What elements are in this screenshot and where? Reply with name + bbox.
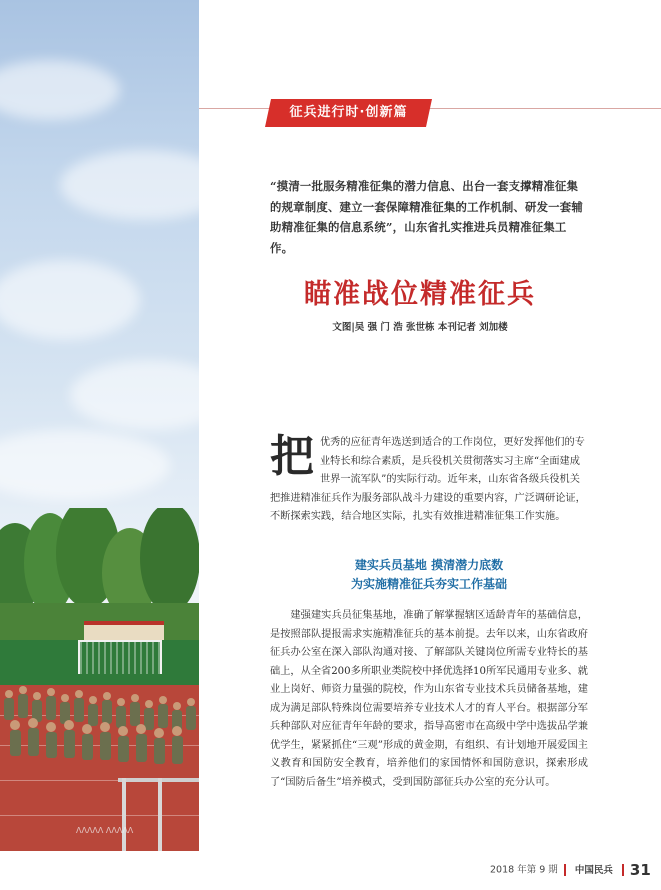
- subhead-line-1: 建实兵员基地 摸清潜力底数: [354, 558, 504, 572]
- subhead-line-2: 为实施精准征兵夯实工作基础: [350, 577, 507, 591]
- railing: [118, 768, 199, 851]
- byline: 文图|吴 强 门 浩 张世栋 本刊记者 刘加楼: [332, 322, 508, 333]
- footer-divider: [564, 864, 566, 876]
- issue-label: 2018 年第 9 期: [490, 864, 558, 876]
- soldiers-group: [0, 680, 199, 780]
- dropcap: 把: [270, 431, 314, 482]
- section-subhead: [270, 556, 588, 594]
- body-paragraph: 建强建实兵员征集基地，准确了解掌握辖区适龄青年的基础信息，是按照部队提报需求实施精准征兵的基本前提。去年以来，山东省政府征兵办公室在深入部队沟通对接、了解部队关键岗位所需专业特长的基础上，从全省200多所职业类院校中择优选择10所军民通用专业多、就业上岗好、师资力量强的院校，作为山东省专业技术兵员储备基地，建成为满足部队特殊岗位需要培养专业技术人才的育人平台。根据部分军兵种部队对应征青年年龄的要求，指导高密市在高级中学中选拔品学兼优学生，紧紧抓住“三观”形成的黄金期，有组织、有计划地开展爱国主义教育和国防安全教育，培养他们的家国情怀和国防意识，探索形成了“国防后备生”培养模式，受到国防部征兵办公室的充分认可。: [270, 610, 588, 788]
- cover-photo: [0, 0, 199, 851]
- section-banner: [265, 99, 432, 127]
- intro-paragraph: [270, 431, 588, 527]
- article-title: 瞄准战位精准征兵: [304, 279, 536, 310]
- footer-divider: [622, 864, 624, 876]
- page-footer: [490, 861, 651, 879]
- section-label: 征兵进行时·创新篇: [289, 105, 408, 120]
- magazine-name: 中国民兵: [574, 864, 613, 876]
- lead-paragraph: “摸清一批服务精准征集的潜力信息、出台一套支撑精准征集的规章制度、建立一套保障精准征集的工作机制、研发一套辅助精准征集的信息系统”，山东省扎实推进兵员精准征集工作。: [270, 179, 583, 255]
- photo-caption: ΛΛΛΛΛ ΛΛΛΛΛ: [76, 826, 134, 835]
- intro-text: 优秀的应征青年选送到适合的工作岗位，更好发挥他们的专业特长和综合素质，是兵役机关贯彻落实习主席“全面建成世界一流军队”的实际行动。近年来，山东省各级兵役机关把推进精准征兵作为服务部队战斗力建设的重要内容，广泛调研论证，不断探索实践，结合地区实际，扎实有效推进精准征集工作实施。: [270, 437, 586, 522]
- page-number: 31: [629, 861, 651, 879]
- goal-net: [78, 640, 162, 674]
